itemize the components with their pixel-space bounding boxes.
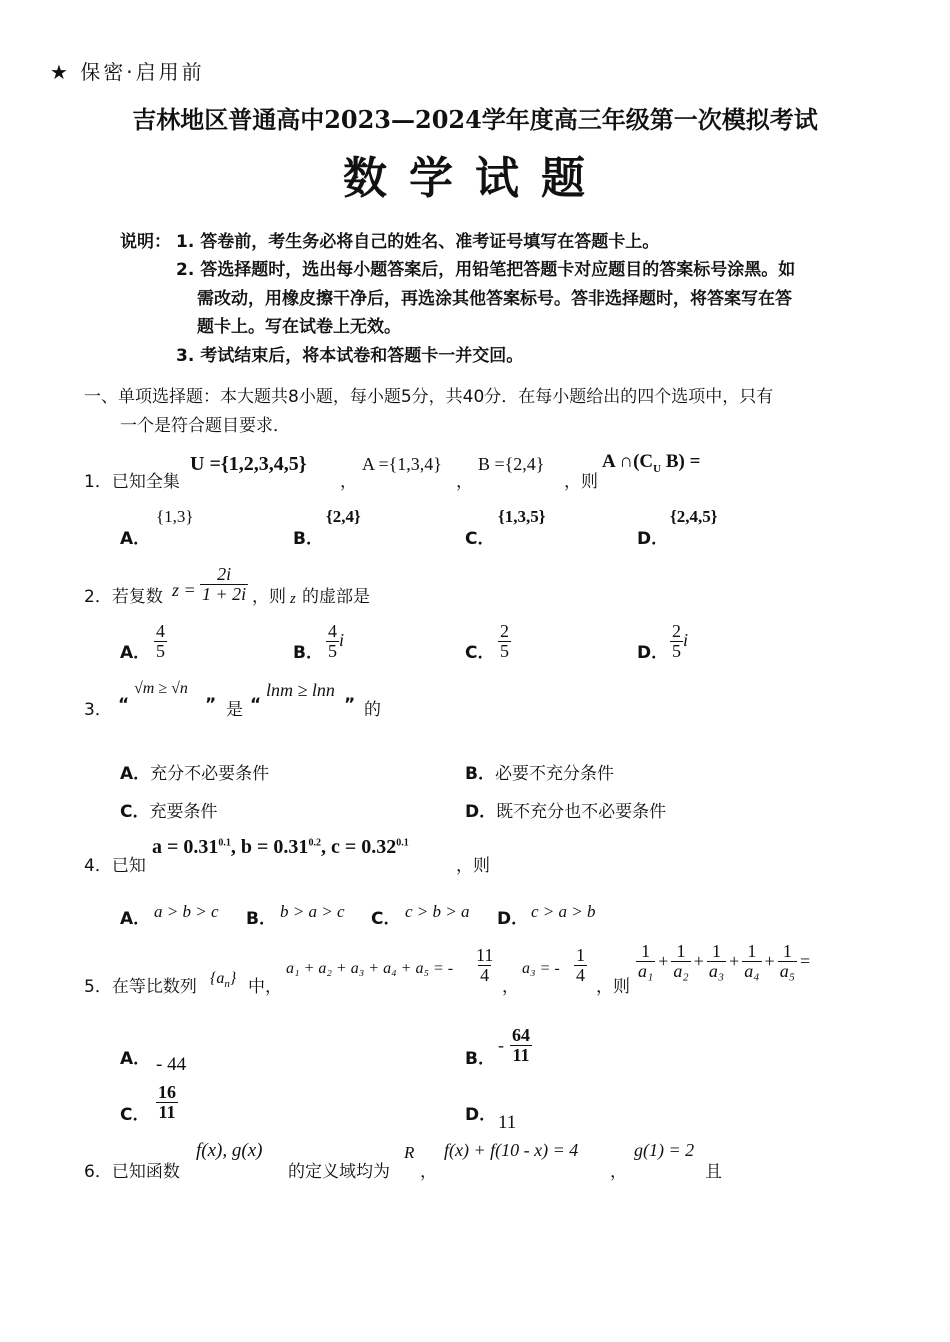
q1-set-u: U ={1,2,3,4,5} bbox=[190, 453, 307, 475]
q5-seq-close: } bbox=[229, 970, 237, 987]
subject-title: 数学试题 bbox=[343, 153, 607, 204]
q3-quote-open-2: “ bbox=[250, 695, 262, 715]
q2-c-num: 2 bbox=[500, 621, 509, 641]
notes-label: 说明： bbox=[120, 232, 171, 252]
q3-is: 是 bbox=[226, 700, 243, 720]
q2-b-suffix: i bbox=[339, 629, 345, 650]
q5-a3-fraction bbox=[574, 946, 587, 985]
q1-set-b: B ={2,4} bbox=[478, 454, 545, 474]
q3-b-label: B． bbox=[465, 764, 495, 784]
note-item-2-line1: 2. 答选择题时，选出每小题答案后，用铅笔把答题卡对应题目的答案标号涂黑。如 bbox=[176, 260, 796, 280]
q2-stem: 2．若复数 bbox=[84, 587, 163, 607]
q5-option-b-label[interactable]: B． bbox=[465, 1049, 495, 1069]
confidential-mark: ★ 保密·启用前 bbox=[50, 60, 205, 84]
q2-option-c-value bbox=[498, 622, 511, 661]
q1-expr-sub: U bbox=[653, 462, 662, 475]
q2-option-c-label[interactable]: C． bbox=[465, 643, 495, 663]
q1-option-c-value: {1,3,5} bbox=[498, 507, 546, 526]
q5-a3-num: 1 bbox=[576, 945, 585, 965]
q2-option-a-label[interactable]: A． bbox=[120, 643, 151, 663]
q4-option-a-label[interactable]: A． bbox=[120, 909, 151, 929]
q2-option-b-label[interactable]: B． bbox=[293, 643, 323, 663]
q3-d-label: D． bbox=[465, 802, 497, 822]
q6-equation-2: g(1) = 2 bbox=[634, 1140, 695, 1160]
q3-quote-close-2: ” bbox=[344, 695, 356, 715]
q5-option-d-value: 11 bbox=[498, 1112, 517, 1133]
q3-option-c[interactable] bbox=[120, 797, 217, 822]
q4-expression bbox=[152, 836, 409, 859]
q2-b-den: 5 bbox=[328, 640, 337, 661]
q2-d-suffix: i bbox=[683, 629, 689, 650]
q4-c-exp: 0.1 bbox=[396, 837, 409, 849]
q5-then: ，则 bbox=[596, 977, 630, 997]
q3-c-text: 充要条件 bbox=[149, 802, 218, 822]
q2-then: ，则 bbox=[252, 587, 286, 607]
q2-d-num: 2 bbox=[672, 621, 681, 641]
q1-then: ，则 bbox=[564, 472, 598, 492]
q1-expression bbox=[602, 451, 700, 475]
q1-option-a-label[interactable]: A． bbox=[120, 529, 151, 549]
q3-quote-open-1: “ bbox=[118, 695, 130, 715]
q4-option-d-value: c > a > b bbox=[531, 902, 596, 921]
q5-c-num: 16 bbox=[158, 1082, 176, 1102]
q5-a3: a₃ = - bbox=[522, 960, 560, 977]
q5-sum-den: 4 bbox=[480, 964, 490, 985]
q1-comma-2: ， bbox=[456, 472, 473, 492]
q5-plus-3: + bbox=[729, 950, 740, 971]
q1-option-c-label[interactable]: C． bbox=[465, 529, 495, 549]
q5-r2-num: 1 bbox=[676, 941, 686, 961]
q1-option-d-label[interactable]: D． bbox=[637, 529, 669, 549]
q4-option-b-label[interactable]: B． bbox=[246, 909, 276, 929]
q5-option-c-label[interactable]: C． bbox=[120, 1105, 150, 1125]
q2-fraction bbox=[200, 565, 248, 604]
q3-b-text: 必要不充分条件 bbox=[494, 764, 614, 784]
q5-sum: a₁ + a₂ + a₃ + a₄ + a₅ = - bbox=[286, 960, 454, 977]
q6-functions: f(x), g(x) bbox=[196, 1140, 263, 1161]
q3-a-text: 充分不必要条件 bbox=[150, 764, 270, 784]
q6-mid: 的定义域均为 bbox=[288, 1162, 390, 1182]
q5-mid: 中， bbox=[248, 977, 282, 997]
q3-c-label: C． bbox=[120, 802, 150, 822]
q5-a3-den: 4 bbox=[576, 964, 585, 985]
q1-option-b-label[interactable]: B． bbox=[293, 529, 323, 549]
q2-c-den: 5 bbox=[500, 640, 509, 661]
q5-plus-2: + bbox=[693, 950, 704, 971]
q5-r3-num: 1 bbox=[711, 941, 721, 961]
q5-r3-den: a₃ bbox=[708, 960, 725, 981]
q5-r1-den: a₁ bbox=[638, 960, 654, 981]
q3-a-label: A． bbox=[120, 764, 151, 784]
q2-b-num: 4 bbox=[328, 621, 337, 641]
q2-option-d-label[interactable]: D． bbox=[637, 643, 669, 663]
q1-option-a-value: {1,3} bbox=[156, 507, 194, 526]
q2-a-num: 4 bbox=[156, 621, 165, 641]
q5-option-c-value bbox=[156, 1083, 178, 1122]
q1-stem: 1．已知全集 bbox=[84, 472, 180, 492]
q4-option-b-value: b > a > c bbox=[280, 902, 345, 921]
q3-option-b[interactable] bbox=[465, 759, 614, 784]
q6-stem: 6．已知函数 bbox=[84, 1162, 180, 1182]
q5-sum-num: 11 bbox=[476, 945, 494, 965]
q5-stem: 5．在等比数列 bbox=[84, 977, 197, 997]
q5-seq-open: {a bbox=[210, 970, 225, 987]
q1-comma-1: ， bbox=[340, 472, 357, 492]
q1-expr-start: A ∩(C bbox=[602, 451, 654, 472]
q4-b-exp: 0.2 bbox=[308, 837, 321, 849]
note-item-2-line3: 题卡上。写在试卷上无效。 bbox=[197, 317, 401, 337]
q4-tail: ，则 bbox=[456, 856, 490, 876]
q2-d-den: 5 bbox=[672, 640, 681, 661]
q4-b: , b = 0.31 bbox=[230, 836, 309, 858]
q5-seq-sub: n bbox=[224, 978, 230, 991]
q4-option-d-label[interactable]: D． bbox=[497, 909, 529, 929]
q3-d-text: 既不充分也不必要条件 bbox=[496, 802, 667, 822]
q3-condition-1: √m ≥ √n bbox=[134, 680, 188, 697]
q5-equals: = bbox=[799, 950, 811, 971]
q5-r2-den: a₂ bbox=[673, 960, 689, 981]
q4-c: , c = 0.32 bbox=[320, 836, 397, 858]
q2-option-d-value bbox=[670, 622, 688, 661]
note-item-3: 3. 考试结束后，将本试卷和答题卡一并交回。 bbox=[176, 346, 524, 366]
q6-comma-1: ， bbox=[420, 1162, 437, 1182]
q2-option-a-value bbox=[154, 622, 167, 661]
q1-set-a: A ={1,3,4} bbox=[362, 454, 442, 474]
q5-reciprocal-sum bbox=[636, 942, 810, 981]
q6-comma-2: ， bbox=[610, 1162, 627, 1182]
q5-option-b-value bbox=[498, 1026, 532, 1065]
q3-number: 3． bbox=[84, 700, 112, 720]
q5-r4-num: 1 bbox=[747, 941, 757, 961]
q5-r1-num: 1 bbox=[641, 941, 651, 961]
q4-a-exp: 0.1 bbox=[218, 837, 231, 849]
q2-option-b-value bbox=[326, 622, 344, 661]
q5-comma: ， bbox=[502, 977, 519, 997]
q5-option-a-label[interactable]: A． bbox=[120, 1049, 151, 1069]
q2-numerator: 2i bbox=[217, 564, 232, 584]
q5-b-sign: - bbox=[498, 1034, 504, 1055]
q4-option-c-label[interactable]: C． bbox=[371, 909, 401, 929]
q5-b-num: 64 bbox=[512, 1025, 530, 1045]
q3-condition-2: lnm ≥ lnn bbox=[266, 680, 335, 700]
q4-a: a = 0.31 bbox=[152, 836, 219, 858]
q3-option-d[interactable] bbox=[465, 797, 666, 822]
q1-expr-end: B) = bbox=[661, 451, 701, 472]
q5-r5-den: a₅ bbox=[779, 960, 795, 981]
q5-c-den: 11 bbox=[158, 1101, 176, 1122]
q5-plus-4: + bbox=[764, 950, 775, 971]
q1-option-b-value: {2,4} bbox=[326, 507, 361, 526]
q5-sum-fraction bbox=[474, 946, 495, 985]
q5-b-den: 11 bbox=[512, 1044, 530, 1065]
q5-r5-num: 1 bbox=[782, 941, 792, 961]
q5-option-a-value: - 44 bbox=[156, 1054, 187, 1075]
q6-equation-1: f(x) + f(10 - x) = 4 bbox=[444, 1140, 579, 1160]
q2-z-var: z bbox=[290, 591, 296, 607]
note-item-2-line2: 需改动，用橡皮擦干净后，再选涂其他答案标号。答非选择题时，将答案写在答 bbox=[197, 289, 792, 309]
q5-option-d-label[interactable]: D． bbox=[465, 1105, 497, 1125]
q3-tail: 的 bbox=[364, 700, 381, 720]
q5-sequence bbox=[210, 970, 236, 990]
q2-z-eq: z = bbox=[172, 580, 196, 600]
q2-a-den: 5 bbox=[156, 640, 165, 661]
q4-stem: 4．已知 bbox=[84, 856, 146, 876]
q2-tail: 的虚部是 bbox=[302, 587, 370, 607]
q4-option-a-value: a > b > c bbox=[154, 902, 219, 921]
q6-tail: 且 bbox=[705, 1162, 722, 1182]
q5-plus-1: + bbox=[658, 950, 669, 971]
q3-quote-close-1: ” bbox=[205, 695, 217, 715]
exam-title: 吉林地区普通高中2023—2024学年度高三年级第一次模拟考试 bbox=[132, 105, 818, 134]
q4-option-c-value: c > b > a bbox=[405, 902, 470, 921]
q1-option-d-value: {2,4,5} bbox=[670, 507, 718, 526]
section-heading-line2: 一个是符合题目要求． bbox=[120, 416, 290, 436]
q6-domain-r: R bbox=[404, 1143, 415, 1162]
section-heading-line1: 一、单项选择题：本大题共8小题，每小题5分，共40分．在每小题给出的四个选项中，只有 bbox=[84, 387, 774, 407]
q2-denominator: 1 + 2i bbox=[202, 583, 247, 604]
q5-r4-den: a₄ bbox=[744, 960, 760, 981]
note-item-1: 1. 答卷前，考生务必将自己的姓名、准考证号填写在答题卡上。 bbox=[176, 232, 660, 252]
q3-option-a[interactable] bbox=[120, 759, 269, 784]
